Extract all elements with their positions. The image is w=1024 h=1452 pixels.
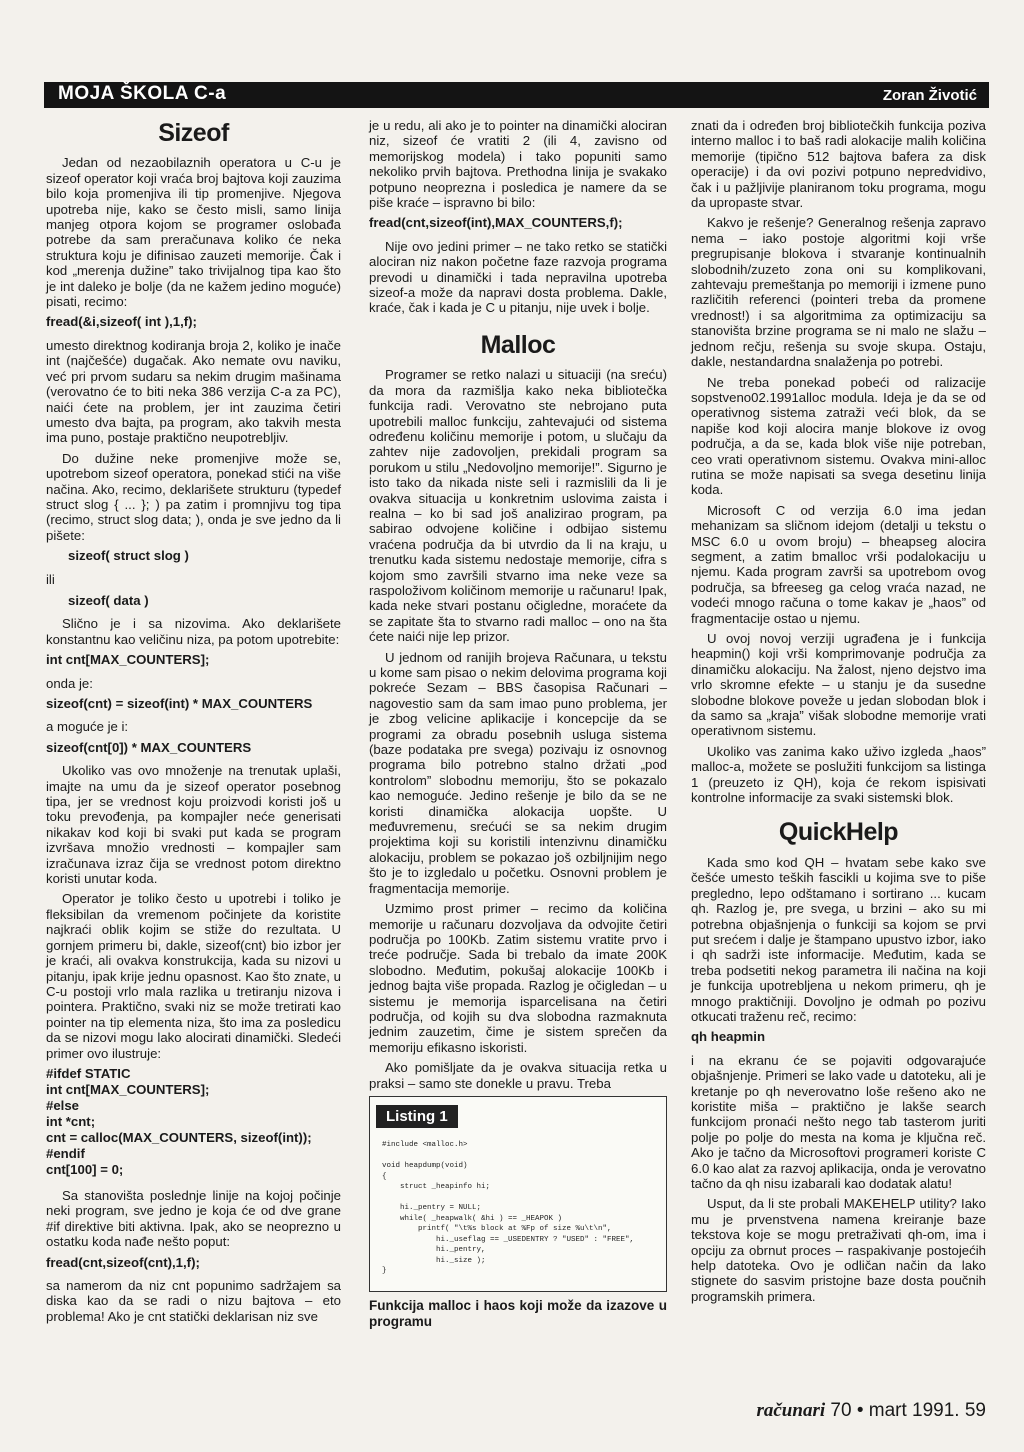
code-line: cnt[100] = 0; (46, 1161, 124, 1177)
paragraph: i na ekranu će se pojaviti odgovarajuće objašnjenje. Primeri se lako vade u datoteku, ali je kretanje po qh neverovatno lošе rešeno ako ne koristite miša – praktično je lakše search funkcijom pronaći nešto nego tab tasterom juriti polje po polje do mesta na koma je ključna reč. Ako je tačno da Microsoftovi programeri koriste C 6.0 kao alat za razvoj aplikacija, onda je verovatno tačno da qh nisu izabarali kao dodatak alatu! (691, 1052, 986, 1191)
paragraph: umesto direktnog kodiranja broja 2, koliko je inače int (najčešće) dugačak. Ako nemate ovu naviku, već pri prvom sudaru sa nekim drugim mašinama (verovatno će to biti neka 386 verzija C-a za PC), naići ćete na problem, jer int zauzima četiri umesto dva bajta, pa program, ako takvih mesta ima puno, postaje praktično neupotrebljiv. (46, 337, 341, 446)
text-line: onda je: (46, 675, 93, 691)
code-line: sizeof(cnt) = sizeof(int) * MAX_COUNTERS (46, 696, 313, 711)
paragraph: Kada smo kod QH – hvatam sebe kako sve češće umesto teških fascikli u kojima sve to piše pregledno, lepo odštamano i sortirano ... kucam qh. Razlog je, pre svega, u brzini – ako su mi potrebna objašnjenja o funkciji sa kojom se prvi put srećem i dalje je štampano upustvo izbor, iako i qh sadrži iste informacije. Međutim, kada se treba podsetiti nekog parametra ili načina na koji je funkcija upotrebljena u nekom primeru, qh je mnogo praktičniji. Dovoljno je odmah po pozivu otkucati traženu reč, recimo: (691, 854, 986, 1024)
heading-quickhelp: QuickHelp (778, 818, 899, 847)
section-header-bar (44, 82, 989, 108)
paragraph: Uzmimo prost primer – recimo da količina memorije u računaru dozvoljava da odvojite četiri područja po 100Kb. Zatim sistemu vratite prvo i treće područje. Sada bi trebalo da imate 200K slobodno. Međutim, pokušaj alokacije 100Kb i jednog bajta više propada. Razlog je očigledan – u sistemu je memorija isparcelisana na četiri područja, od kojih su dva slobodna razmaknuta jednim zauzetim, čime je sistem sprečen da memoriju efikasno iskoristi. (369, 901, 667, 1055)
paragraph: Microsoft C od verzija 6.0 ima jedan mehanizam sa sličnom idejom (detalji u tekstu o MSC 6.0 u ovom broju) – bheapseg alocira segment, a zatim bmalloc vrši podalokaciju u njemu. Kada program završi sa upotrebom ovog područja, sa bfreeseg ga celog vraća nazad, ne vodeći mnogo računa o tome kakav je „haos” od fragmentacije ostao u njemu. (691, 502, 986, 626)
section-title: MOJA ŠKOLA C-a (58, 83, 227, 104)
magazine-brand: računari (756, 1400, 826, 1421)
code-line: cnt = calloc(MAX_COUNTERS, sizeof(int)); (46, 1129, 312, 1145)
code-line: int *cnt; (46, 1113, 96, 1129)
paragraph: Slično je i sa nizovima. Ako deklarišete konstantnu kao veličinu niza, pa potom upotrebite: (46, 616, 341, 647)
heading-sizeof: Sizeof (158, 119, 229, 147)
heading-malloc: Malloc (480, 330, 556, 359)
paragraph: Ukoliko vas zanima kako uživo izgleda „haos” malloc-a, možete se poslužiti funkcijom sa listinga 1 (preuzeto iz QH), koja će rekom ispisivati kontrolne informacije za svaki sistemski blok. (691, 743, 986, 806)
listing-code: #include <malloc.h> void heapdump(void) { struct _heapinfo hi; hi._pentry = NULL; while( _heapwalk( &hi ) == _HEAPOK ) printf( "\t%s block at %Fp of size %u\t\n", hi._useflag == _USEDENTRY ? "USED" : "FREE", hi._pentry, hi._size ); } (382, 1141, 635, 1276)
code-line: fread(cnt,sizeof(int),MAX_COUNTERS,f); (369, 215, 623, 231)
paragraph: je u redu, ali ako je to pointer na dinamički alociran niz, sizeof će vratiti 2 (ili 4, zavisno od memorijskog modela) i tako popuniti samo nekoliko prvih bajtova. Prethodna linija je svakako potpuno neoprezna i posledica je namere da se piše kraće – ispravno bi bilo: (369, 118, 667, 211)
paragraph: Ne treba ponekad pobeći od ralizacije sopstveno02.1991alloc modula. Ideja je da se od operativnog sistema zatraži veći blok, da se napiše kod koji alocira manje blokove iz ovog područja, a da se, kada blok više nije potreban, ceo vrati operativnom sistemu. Ovakva mini-alloc rutina se može napisati sa svega desetinu linija koda. (691, 374, 986, 498)
paragraph: Nije ovo jedini primer – ne tako retko se statički alociran niz nakon početne faze razvoja programa prevodi u dinamički i tada nepravilna upotreba sizeof-a može da napravi dosta problema. Dakle, kraće, čak i kada je C u pitanju, nije uvek i bolje. (369, 238, 667, 316)
paragraph: Kakvo je rešenje? Generalnog rešenja zapravo nema – iako postoje algoritmi koji vrše pregrupisanje blokova i stvaranje kontinualnih slobodnih/zuzeto zona oni su komplikovani, zahtevaju premeštanja po memoriji i izmene puno različitih referenci (pointeri treba da promene vrednost!) i sa algoritmima za optimizaciju sa stanovišta brzine programa se ni malo ne slažu – jednom rečju, rešenja su svoje skupa. Ostaju, dakle, nestandardna snalaženja po potrebi. (691, 215, 986, 370)
code-line: fread(&i,sizeof( int ),1,f); (46, 314, 197, 330)
text-line: a moguće je i: (46, 719, 129, 735)
paragraph: Sa stanovišta poslednje linije na kojoj počinje neki program, sve jedno je koja će od dve grane #if direktive biti aktivna. Ipak, ako se neoprezno u ostatku koda nađe nešto poput: (46, 1187, 341, 1250)
paragraph: Ukoliko vas ovo množenje na trenutak uplaši, imajte na umu da je sizeof operator posebnog tipa, jer se vrednost koju proizvodi koristi još u toku prevođenja, pa kompajler neće generisati nikakav kod koji bi svaki put kada se program izvršava množio vrednosti – kompajler sam izračunava izraz čija se vrednost potom direktno koristi unutar koda. (46, 763, 341, 887)
code-line: fread(cnt,sizeof(cnt),1,f); (46, 1254, 200, 1270)
column-1 (46, 118, 341, 1329)
code-line: #endif (46, 1145, 85, 1161)
author-name: Zoran Životić (882, 87, 977, 104)
code-line: sizeof(cnt[0]) * MAX_COUNTERS (46, 739, 252, 755)
paragraph: Jedan od nezaobilaznih operatora u C-u je sizeof operator koji vraća broj bajtova koji zauzima bilo koja promenjiva ili tip promenjive. Njegova upotreba nije, kako se često misli, samo linija manjeg otpora kojom se programer oslobađa potrebe da sam preračunava koliko će neka struktura koju je difinisao zauzeti memorije. Čak i kod „merenja dužine” tako trivijalnog tipa kao što je int daleko je bolje (da ne kažem jedino moguće) pisati, recimo: (46, 155, 341, 310)
code-line: #else (46, 1097, 80, 1113)
conjunction: ili (46, 571, 55, 587)
code-line: int cnt[MAX_COUNTERS]; (46, 1081, 210, 1097)
code-line: int cnt[MAX_COUNTERS]; (46, 652, 210, 668)
code-block (46, 1066, 341, 1178)
code-line: sizeof( data ) (68, 592, 149, 608)
column-2 (369, 118, 667, 1330)
code-line: qh heapmin (691, 1029, 765, 1045)
paragraph: U jednom od ranijih brojeva Računara, u tekstu u kome sam pisao o nekim delovima programa koji pokreće Sezam – BBS časopisa Računari – nagovestio sam da sam imao puno problema, jer je zbog velicine aplikacije i koncepcije da se programi za obradu posebnih usluga sistema (baze podataka pre svega) pozivaju iz osnovnog programa bilo potrebno stalno držati „pod kontrolom” slobodnu memoriju, što se pokazalo kao nemoguće. Jedino rešenje je bilo da se ne koristi dinamička alokacija uopšte. U međuvremenu, srećući se sa nekim drugim projektima koji su koristili intenzivnu dinamičku alokaciju, problem se pokazao još ozbiljnijim nego što je to izgledalo u početku. Osnovni problem je fragmentacija memorije. (369, 649, 667, 896)
paragraph: Do dužine neke promenjive može se, upotrebom sizeof operatora, ponekad stići na više načina. Ako, recimo, deklarišete strukturu (typedef struct slog { ... }; ) pa zatim i promnjivu tog tipa (recimo, struct slog data; ), onda je sve jedno da li pišete: (46, 450, 341, 543)
issue-info: 70 • mart 1991. 59 (830, 1400, 986, 1421)
paragraph: znati da i određen broj bibliotečkih funkcija poziva interno malloc i to baš radi alokacije malih količina memorije (tipično 512 bajtova bafera za disk operacije) i da ovi pozivi potpuno nepredvidivo, čak i u pažljivije planiranom toku programa, mogu da upropaste stvar. (691, 118, 986, 211)
column-3 (691, 118, 986, 1309)
code-line: sizeof( struct slog ) (68, 548, 189, 564)
paragraph: Usput, da li ste probali MAKEHELP utility? Iako mu je prvenstvena namena kreiranje baze tekstova koje se mogu pretraživati qh-om, ima i opciju za obrnut proces – raspakivanje postojećih help datoteka. Ovo je odličan način da lako stignete do sasvim pristojne baze dosta poučnih programskih primera. (691, 1196, 986, 1304)
paragraph: U ovoj novoj verziji ugrađena je i funkcija heapmin() koji vrši komprimovanje područja za dinamičku alokaciju. Na žalost, njeno dejstvo ima vrlo skromne efekte – u stanju je da susedne slobodne blokove poveže u jedan slobodan blok i da samo sa „kraja” višak slobodne memorije vrati operativnom sistemu. (691, 631, 986, 739)
page-footer (756, 1400, 986, 1422)
paragraph: Programer se retko nalazi u situaciji (na sreću) da mora da razmišlja kako neka bibliotečka funkcija radi. Verovatno ste nebrojano puta upotrebili malloc funkciju, zahtevajući od sistema određenu količinu memorije i potom, u slučaju da zahtev nije zadovoljen, prekidali program sa porukom u stilu „Nedovoljno memorije!”. Sigurno je isto tako da nikada niste seli i razmislili da li je ovakva situacija u konkretnim uslovima zaista i realna – ko bi sad još analizirao program, pa sabirao odvojene količine i odbijao sistemu vraćena područja da bi utvrdio da li na kraju, u trenutku kada sistemu nedostaje memorije, cifra s kojom smo završili stvarno ima neke veze sa raspoloživom količinom memorije u računaru! Ipak, kada neke stvari postanu očigledne, moraćete da se zapitate šta to stvarno radi malloc – ono na šta ćete naići nije lep prizor. (369, 367, 667, 645)
paragraph: Ako pomišljate da je ovakva situacija retka u praksi – samo ste donekle u pravu. Treba (369, 1060, 667, 1091)
paragraph: sa namerom da niz cnt popunimo sadržajem sa diska kao da se radi o nizu bajtova – eto problema! Ako je cnt statički deklarisan niz sve (46, 1277, 341, 1324)
listing-caption: Funkcija malloc i haos koji može da izazove u programu (369, 1297, 667, 1329)
paragraph: Operator je toliko često u upotrebi i toliko je fleksibilan da vremenom počinjete da koristite najkraći oblik kojim se stiže do rezultata. U gornjem primeru bi, dakle, sizeof(cnt) bio izbor jer je kraći, ali ovakva konstrukcija, kada su nizovi u pitanju, ipak krije jednu opasnost. Kao što znate, u C-u postoji vrlo mala razlika u tretiranju nizova i pointera. Praktično, svaki niz se može tretirati kao pointer na tip elementa niza, što ima za posledicu da se nizovi mogu lako alocirati dinamički. Sledeći primer ovo ilustruje: (46, 891, 341, 1061)
listing-title: Listing 1 (376, 1105, 458, 1128)
code-line: #ifdef STATIC (46, 1065, 131, 1081)
listing-box (369, 1096, 667, 1292)
